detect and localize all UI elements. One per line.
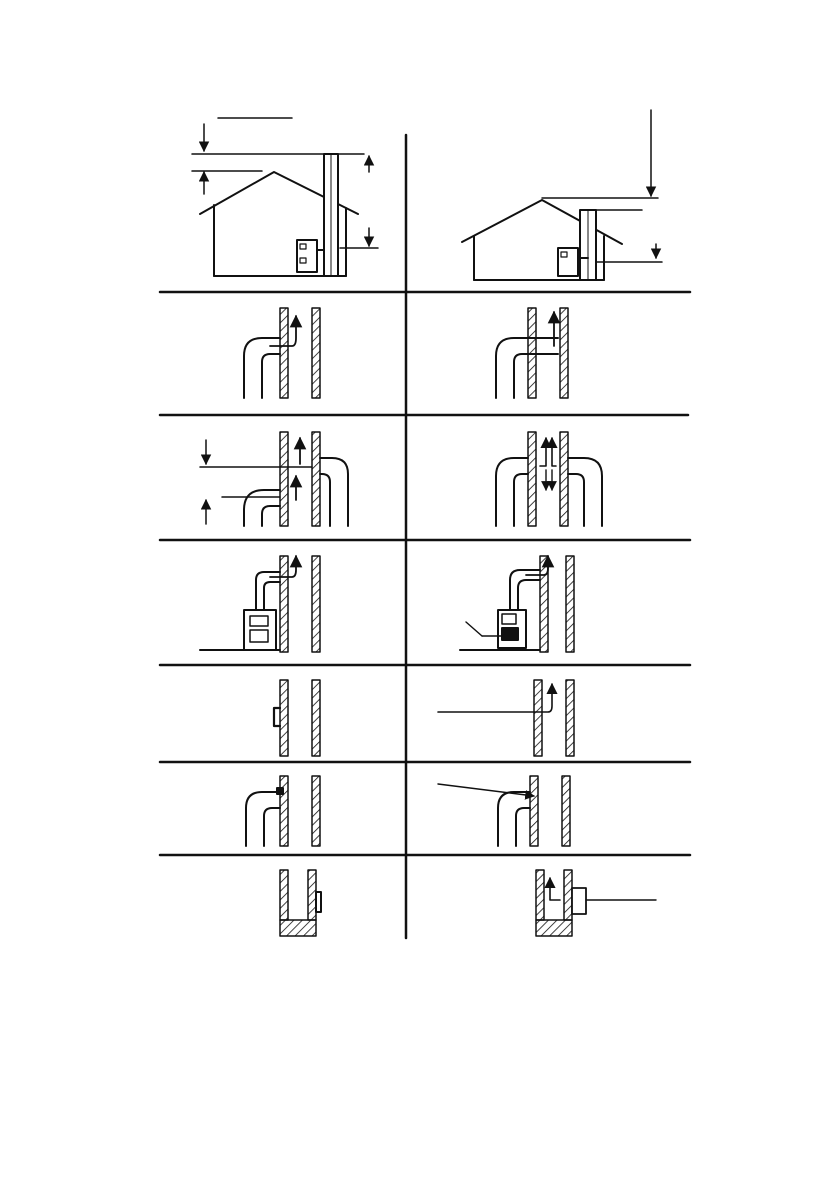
chimney-wall xyxy=(312,308,320,398)
panel-flue-entry-too-deep xyxy=(496,308,568,398)
chimney-wall xyxy=(280,870,288,920)
panel-two-connections-offset xyxy=(200,432,348,526)
flue-pipe xyxy=(510,570,540,610)
flue-pipe xyxy=(320,474,330,526)
flow-arrow xyxy=(552,438,556,466)
panel-house-internal-chimney xyxy=(192,118,378,276)
chimney-wall xyxy=(528,432,536,526)
panel-cleanout-door xyxy=(274,680,320,756)
chimney-wall xyxy=(280,432,288,526)
chimney-wall xyxy=(564,870,572,920)
chimney-wall xyxy=(312,556,320,652)
chimney-base xyxy=(280,920,316,936)
thimble xyxy=(277,788,283,794)
leader-line xyxy=(466,622,482,636)
chimney-base xyxy=(536,920,572,936)
panel-chimney-base-cleanout xyxy=(280,870,321,936)
leader-line xyxy=(438,784,534,796)
chimney-wall xyxy=(308,870,316,920)
chimney-wall xyxy=(312,776,320,846)
chimney-wall xyxy=(312,432,320,526)
chimney-wall xyxy=(540,556,548,652)
flue-pipe xyxy=(264,808,280,846)
flow-arrow xyxy=(540,438,546,466)
chimney-wall xyxy=(560,308,568,398)
flue-pipe xyxy=(496,338,558,398)
flue-pipe xyxy=(262,506,280,526)
panel-stove-connection xyxy=(200,556,320,652)
chimney-wall xyxy=(536,870,544,920)
flue-pipe xyxy=(264,582,280,610)
chimney-wall xyxy=(280,776,288,846)
panel-house-external-chimney xyxy=(462,110,662,280)
chimney-wall xyxy=(566,680,574,756)
chimney-wall xyxy=(566,556,574,652)
panel-stove-with-damper xyxy=(460,556,574,652)
damper xyxy=(502,628,518,640)
cleanout-door xyxy=(274,708,280,726)
chimney-wall xyxy=(280,308,288,398)
chimney-wall xyxy=(560,432,568,526)
flow-arrow xyxy=(550,878,560,900)
flue-pipe xyxy=(568,474,584,526)
draft-regulator xyxy=(572,888,586,914)
flue-pipe xyxy=(518,580,540,610)
flue-pipe xyxy=(262,354,280,398)
grid-lines xyxy=(160,135,690,938)
chimney-wall xyxy=(280,680,288,756)
panel-flue-with-thimble xyxy=(246,776,320,846)
chimney-wall xyxy=(562,776,570,846)
chimney-wall xyxy=(534,680,542,756)
flue-pipe xyxy=(516,808,530,846)
cleanout-door xyxy=(316,892,321,912)
chimney-wall xyxy=(530,776,538,846)
chimney-wall xyxy=(312,680,320,756)
panel-flue-with-leader xyxy=(438,776,570,846)
panel-chimney-base-regulator xyxy=(536,870,656,936)
panel-two-connections-opposed xyxy=(496,432,602,526)
flue-pipe xyxy=(498,792,530,846)
roof xyxy=(462,200,622,244)
flue-pipe xyxy=(320,458,348,526)
panel-chimney-leader xyxy=(438,680,574,756)
flue-pipe xyxy=(514,474,528,526)
flue-pipe xyxy=(496,458,528,526)
chimney-wall xyxy=(280,556,288,652)
panel-flue-entry-correct xyxy=(244,308,320,398)
